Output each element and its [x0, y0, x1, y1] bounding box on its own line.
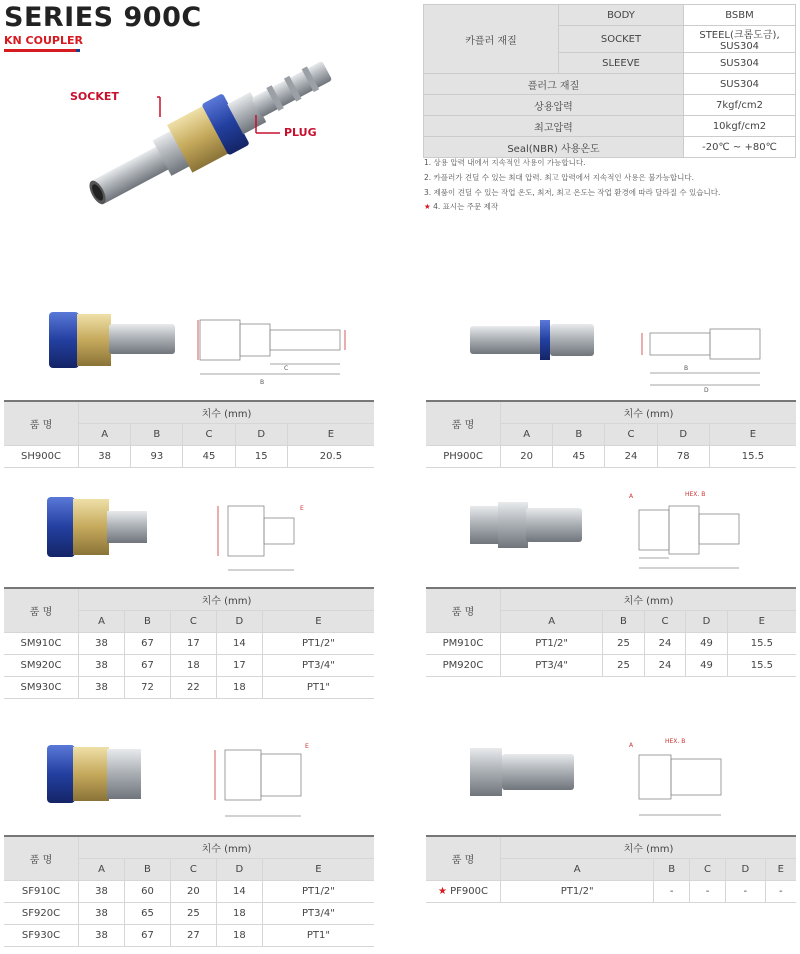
socket-callout: SOCKET — [70, 90, 119, 103]
table-row — [4, 903, 374, 925]
column-header-c: C — [170, 611, 216, 633]
star-icon: ★ — [424, 202, 431, 212]
product-name-header: 품 명 — [4, 401, 79, 446]
product-name — [426, 633, 501, 655]
cell-b: 25 — [603, 633, 644, 655]
cell-a: 20 — [501, 446, 553, 468]
dimension-header: 치수 (mm) — [79, 588, 375, 611]
dimension-header: 치수 (mm) — [501, 588, 797, 611]
column-header-b: B — [124, 611, 170, 633]
column-header-a: A — [79, 611, 125, 633]
column-header-b: B — [124, 859, 170, 881]
ph900c-photo — [468, 318, 598, 362]
cell-a: 38 — [79, 655, 125, 677]
cell-d: 78 — [657, 446, 709, 468]
subtitle-underline — [4, 49, 76, 52]
column-header-e: E — [262, 611, 374, 633]
column-header-d: D — [216, 859, 262, 881]
plug-callout: PLUG — [284, 126, 317, 139]
product-name-header: 품 명 — [426, 836, 501, 881]
dim-label-c: C — [284, 365, 289, 372]
cell-e: 15.5 — [727, 633, 796, 655]
column-header-d: D — [686, 611, 727, 633]
cell-d: 18 — [216, 925, 262, 947]
seal-temp-value: -20℃ ~ +80℃ — [684, 137, 796, 158]
cell-c: 24 — [644, 633, 685, 655]
table-row — [426, 633, 796, 655]
pf900c-drawing — [625, 735, 775, 825]
product-name-text: PM910C — [442, 638, 484, 649]
product-name — [426, 655, 501, 677]
sh900c-drawing — [190, 312, 360, 392]
table-row — [4, 677, 374, 699]
column-header-a: A — [79, 859, 125, 881]
cell-b: - — [654, 881, 690, 903]
sm910c-drawing — [200, 500, 320, 580]
cell-e: PT1/2" — [262, 881, 374, 903]
product-name-header: 품 명 — [4, 588, 79, 633]
page-title: SERIES 900C — [4, 2, 202, 33]
cell-d: 49 — [686, 655, 727, 677]
dim-label-e: E — [305, 743, 309, 750]
cell-d: 49 — [686, 633, 727, 655]
cell-d: 14 — [216, 881, 262, 903]
sf910c-photo — [45, 743, 145, 805]
cell-a: PT1/2" — [501, 881, 654, 903]
seal-temp-label: Seal(NBR) 사용온도 — [424, 137, 684, 158]
cell-a: 38 — [79, 881, 125, 903]
product-name-text: SH900C — [21, 451, 61, 462]
cell-e: PT3/4" — [262, 655, 374, 677]
cell-e: 20.5 — [287, 446, 374, 468]
cell-e: PT3/4" — [262, 903, 374, 925]
column-header-d: D — [657, 424, 709, 446]
product-name-header: 품 명 — [426, 588, 501, 633]
spec-sleeve-value: SUS304 — [684, 53, 796, 74]
column-header-a: A — [501, 611, 603, 633]
product-name-text: SF910C — [21, 886, 61, 897]
column-header-b: B — [131, 424, 183, 446]
dimension-table — [4, 400, 374, 468]
column-header-c: C — [605, 424, 657, 446]
column-header-a: A — [79, 424, 131, 446]
spec-table — [423, 4, 796, 158]
product-name-text: PM920C — [442, 660, 484, 671]
cell-a: 38 — [79, 903, 125, 925]
cell-a: PT3/4" — [501, 655, 603, 677]
pf-table — [426, 835, 796, 903]
dimension-table — [426, 835, 796, 903]
pm910c-drawing — [625, 488, 775, 578]
dim-label-hex: HEX. B — [665, 738, 686, 745]
product-name — [4, 881, 79, 903]
cell-d: 18 — [216, 677, 262, 699]
column-header-a: A — [501, 424, 553, 446]
dim-label-a: A — [629, 742, 634, 749]
product-name — [4, 446, 79, 468]
spec-body-value: BSBM — [684, 5, 796, 26]
plug-material-label: 플러그 재질 — [424, 74, 684, 95]
cell-b: 25 — [603, 655, 644, 677]
column-header-e: E — [709, 424, 796, 446]
spec-sleeve-label: SLEEVE — [559, 53, 684, 74]
sm-table — [4, 587, 374, 699]
table-row — [4, 446, 374, 468]
cell-b: 67 — [124, 925, 170, 947]
column-header-d: D — [216, 611, 262, 633]
table-row — [4, 655, 374, 677]
product-name — [4, 655, 79, 677]
product-name-header: 품 명 — [4, 836, 79, 881]
product-name — [4, 925, 79, 947]
sh900c-photo — [45, 308, 180, 370]
cell-d: 14 — [216, 633, 262, 655]
cell-e: 15.5 — [709, 446, 796, 468]
cell-c: 20 — [170, 881, 216, 903]
cell-d: 17 — [216, 655, 262, 677]
column-header-e: E — [765, 859, 796, 881]
pm910c-photo — [468, 500, 588, 550]
spec-socket-value: STEEL(크롬도금), SUS304 — [684, 26, 796, 53]
dimension-header: 치수 (mm) — [501, 836, 797, 859]
cell-e: 15.5 — [727, 655, 796, 677]
product-name — [426, 881, 501, 903]
dimension-table — [4, 587, 374, 699]
note-text: 4. 표시는 주문 제작 — [433, 202, 499, 212]
table-row — [426, 446, 796, 468]
page-subtitle: KN COUPLER — [4, 34, 83, 47]
product-name-text: PH900C — [443, 451, 483, 462]
cell-b: 93 — [131, 446, 183, 468]
star-icon: ★ — [437, 886, 447, 897]
dim-label-b: B — [684, 365, 689, 372]
product-name-header: 품 명 — [426, 401, 501, 446]
note-item: 2. 카플러가 견딜 수 있는 최대 압력. 최고 압력에서 지속적인 사용은 불가능합니다. — [424, 172, 694, 182]
sm910c-photo — [45, 495, 155, 560]
product-name-text: SF920C — [21, 908, 61, 919]
dimension-header: 치수 (mm) — [79, 401, 375, 424]
table-row — [4, 925, 374, 947]
cell-e: - — [765, 881, 796, 903]
dim-label-d: D — [704, 387, 709, 394]
note-item — [424, 200, 796, 215]
sf-table — [4, 835, 374, 947]
product-name-text: SF930C — [21, 930, 61, 941]
dimension-table — [426, 587, 796, 677]
working-pressure-label: 상용압력 — [424, 95, 684, 116]
cell-b: 72 — [124, 677, 170, 699]
product-name — [4, 633, 79, 655]
cell-c: 22 — [170, 677, 216, 699]
column-header-b: B — [553, 424, 605, 446]
max-pressure-label: 최고압력 — [424, 116, 684, 137]
hero-coupler-image — [60, 55, 370, 205]
table-row — [426, 881, 796, 903]
cell-e: PT1" — [262, 677, 374, 699]
pf900c-photo — [468, 746, 578, 798]
product-name — [426, 446, 501, 468]
dimension-header: 치수 (mm) — [501, 401, 797, 424]
dim-label-b: B — [260, 379, 265, 386]
cell-c: 45 — [183, 446, 235, 468]
cell-d: 18 — [216, 903, 262, 925]
column-header-e: E — [727, 611, 796, 633]
cell-b: 60 — [124, 881, 170, 903]
dim-label-hex: HEX. B — [685, 491, 706, 498]
cell-b: 67 — [124, 633, 170, 655]
cell-a: 38 — [79, 925, 125, 947]
table-row — [4, 881, 374, 903]
column-header-c: C — [689, 859, 725, 881]
product-name-text: SM920C — [20, 660, 62, 671]
column-header-d: D — [235, 424, 287, 446]
ph900c-drawing — [630, 325, 780, 395]
column-header-b: B — [603, 611, 644, 633]
product-name — [4, 677, 79, 699]
cell-a: PT1/2" — [501, 633, 603, 655]
cell-a: 38 — [79, 677, 125, 699]
spec-socket-label: SOCKET — [559, 26, 684, 53]
coupler-material-label: 카플러 재질 — [424, 5, 559, 74]
cell-c: 24 — [644, 655, 685, 677]
cell-b: 45 — [553, 446, 605, 468]
cell-a: 38 — [79, 633, 125, 655]
cell-c: 18 — [170, 655, 216, 677]
column-header-c: C — [183, 424, 235, 446]
plug-material-value: SUS304 — [684, 74, 796, 95]
dimension-table — [426, 400, 796, 468]
cell-c: 17 — [170, 633, 216, 655]
spec-body-label: BODY — [559, 5, 684, 26]
column-header-b: B — [654, 859, 690, 881]
sh900c-table — [4, 400, 374, 468]
cell-b: 65 — [124, 903, 170, 925]
column-header-e: E — [262, 859, 374, 881]
pm-table — [426, 587, 796, 677]
max-pressure-value: 10kgf/cm2 — [684, 116, 796, 137]
column-header-c: C — [170, 859, 216, 881]
cell-e: PT1/2" — [262, 633, 374, 655]
cell-c: 24 — [605, 446, 657, 468]
column-header-e: E — [287, 424, 374, 446]
table-row — [4, 633, 374, 655]
dimension-header: 치수 (mm) — [79, 836, 375, 859]
cell-d: 15 — [235, 446, 287, 468]
dim-label-e: E — [300, 505, 304, 512]
dimension-table — [4, 835, 374, 947]
table-row — [426, 655, 796, 677]
product-name — [4, 903, 79, 925]
cell-d: - — [726, 881, 765, 903]
column-header-c: C — [644, 611, 685, 633]
column-header-a: A — [501, 859, 654, 881]
cell-c: - — [689, 881, 725, 903]
note-item: 1. 상용 압력 내에서 지속적인 사용이 가능합니다. — [424, 158, 586, 167]
subtitle-underline-accent — [76, 49, 80, 52]
dim-label-a: A — [629, 493, 634, 500]
product-name-text: PF900C — [450, 886, 488, 897]
column-header-d: D — [726, 859, 765, 881]
note-item: 3. 제품이 견딜 수 있는 작업 온도, 최저, 최고 온도는 작업 환경에 따라 달라질 수 있습니다. — [424, 187, 721, 197]
cell-a: 38 — [79, 446, 131, 468]
cell-c: 27 — [170, 925, 216, 947]
working-pressure-value: 7kgf/cm2 — [684, 95, 796, 116]
ph900c-table — [426, 400, 796, 468]
cell-c: 25 — [170, 903, 216, 925]
sf910c-drawing — [205, 740, 325, 825]
product-name-text: SM910C — [20, 638, 62, 649]
notes-list — [424, 156, 796, 215]
cell-e: PT1" — [262, 925, 374, 947]
product-name-text: SM930C — [20, 682, 62, 693]
cell-b: 67 — [124, 655, 170, 677]
